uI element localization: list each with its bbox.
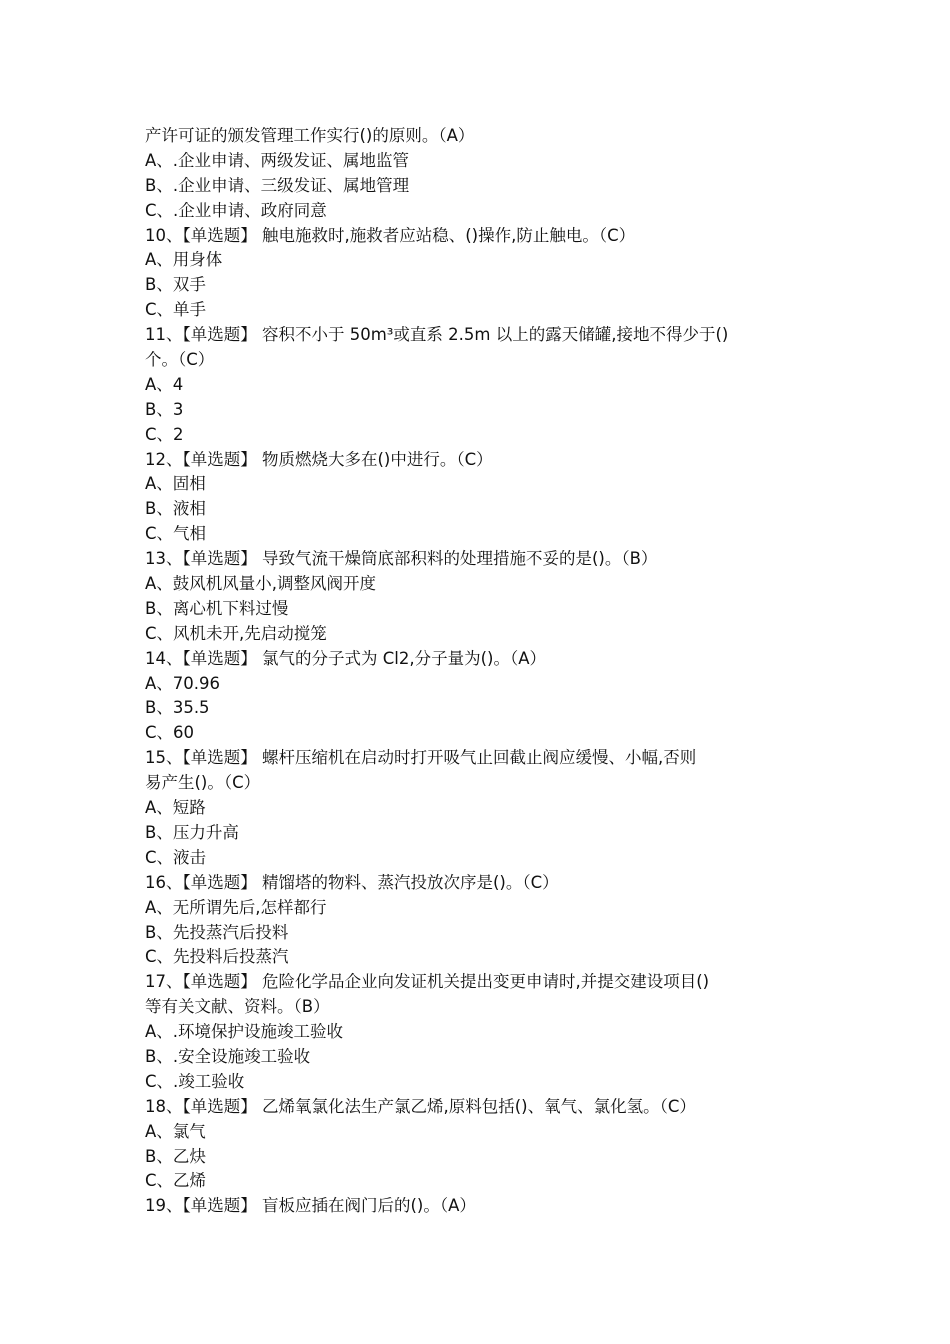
option-a: A、无所谓先后,怎样都行 [145,897,327,917]
option-a: A、用身体 [145,250,223,270]
option-b: B、离心机下料过慢 [145,598,289,618]
option-a: A、鼓风机风量小,调整风阀开度 [145,574,377,594]
option-c: C、单手 [145,300,207,320]
option-b: B、3 [145,399,184,419]
question-19: 19、【单选题】 盲板应插在阀门后的()。（A） [145,1196,476,1216]
option-a: A、短路 [145,798,206,818]
question-18: 18、【单选题】 乙烯氧氯化法生产氯乙烯,原料包括()、氧气、氯化氢。（C） [145,1096,696,1116]
question-15-continuation: 易产生()。（C） [145,773,261,793]
option-b: B、35.5 [145,698,210,718]
option-b: B、.安全设施竣工验收 [145,1046,311,1066]
option-c: C、.企业申请、政府同意 [145,200,327,220]
option-c: C、.竣工验收 [145,1071,245,1091]
option-c: C、气相 [145,524,207,544]
option-a: A、70.96 [145,673,221,693]
option-b: B、.企业申请、三级发证、属地管理 [145,175,410,195]
question-17-continuation: 等有关文献、资料。（B） [145,997,330,1017]
option-a: A、.企业申请、两级发证、属地监管 [145,150,410,170]
option-b: B、先投蒸汽后投料 [145,922,289,942]
option-b: B、液相 [145,499,206,519]
option-b: B、乙炔 [145,1146,206,1166]
option-b: B、双手 [145,275,206,295]
option-a: A、氯气 [145,1121,206,1141]
question-11-continuation: 个。（C） [145,350,215,370]
question-10: 10、【单选题】 触电施救时,施救者应站稳、()操作,防止触电。（C） [145,225,636,245]
question-16: 16、【单选题】 精馏塔的物料、蒸汽投放次序是()。（C） [145,872,559,892]
option-c: C、液击 [145,847,207,867]
option-a: A、.环境保护设施竣工验收 [145,1022,344,1042]
question-15: 15、【单选题】 螺杆压缩机在启动时打开吸气止回截止阀应缓慢、小幅,否则 [145,748,697,768]
option-a: A、固相 [145,474,206,494]
question-13: 13、【单选题】 导致气流干燥筒底部积料的处理措施不妥的是()。（B） [145,549,658,569]
option-c: C、乙烯 [145,1171,207,1191]
question-14: 14、【单选题】 氯气的分子式为 Cl2,分子量为()。（A） [145,648,546,668]
option-c: C、先投料后投蒸汽 [145,947,289,967]
question-11: 11、【单选题】 容积不小于 50m³或直系 2.5m 以上的露天储罐,接地不得少于() [145,325,729,345]
document-page [145,124,815,1219]
option-c: C、风机未开,先启动搅笼 [145,623,327,643]
question-12: 12、【单选题】 物质燃烧大多在()中进行。（C） [145,449,493,469]
option-a: A、4 [145,374,184,394]
option-b: B、压力升高 [145,822,239,842]
text-line: 产许可证的颁发管理工作实行()的原则。（A） [145,126,475,145]
option-c: C、60 [145,723,195,743]
question-17: 17、【单选题】 危险化学品企业向发证机关提出变更申请时,并提交建设项目() [145,972,710,992]
option-c: C、2 [145,424,184,444]
